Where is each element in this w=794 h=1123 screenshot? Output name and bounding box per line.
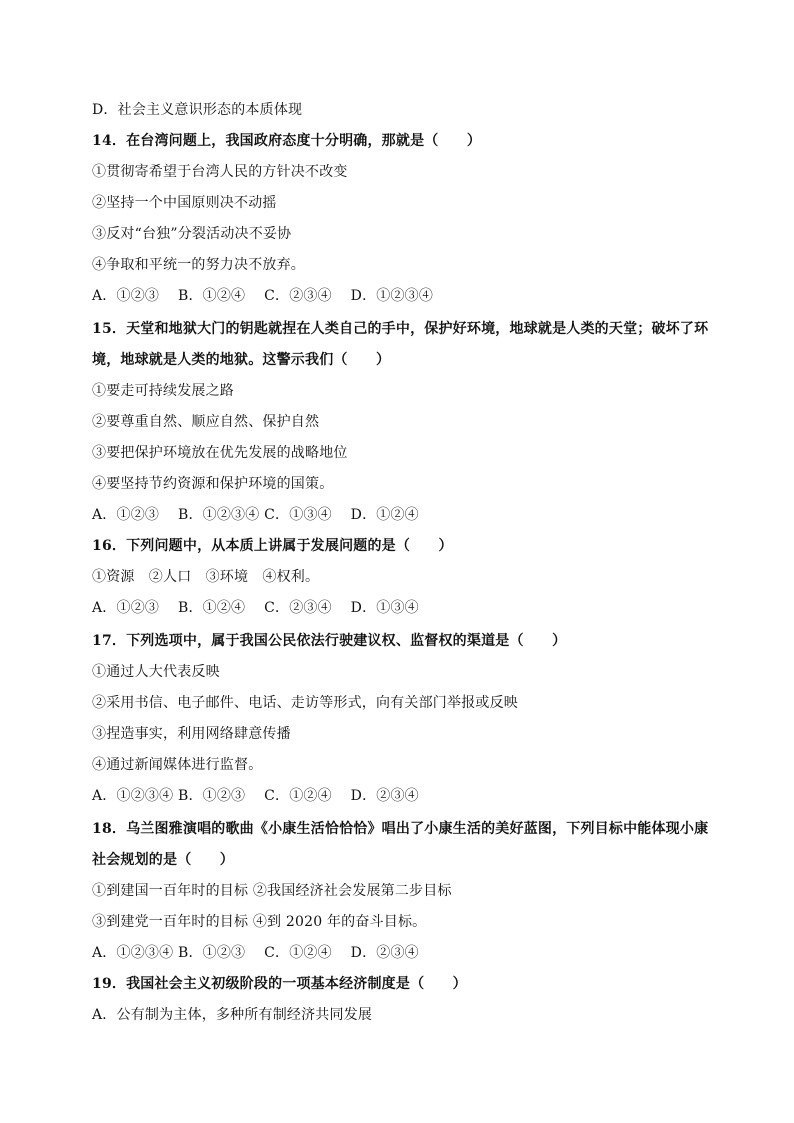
question-line: 17．下列选项中，属于我国公民依法行驶建议权、监督权的渠道是（ ）: [92, 633, 567, 649]
statement-line: ②坚持一个中国原则决不动摇: [92, 195, 277, 211]
statement-line: ③反对“台独”分裂活动决不妥协: [92, 226, 292, 242]
statement-line: ③要把保护环境放在优先发展的战略地位: [92, 445, 348, 461]
statement-line: ③捏造事实，利用网络肆意传播: [92, 726, 291, 742]
choices-line: A．①②③④ B．①②③ C．①②④ D．②③④: [92, 945, 419, 961]
statement-line: ①贯彻寄希望于台湾人民的方针决不改变: [92, 164, 348, 180]
statement-line: ④要坚持节约资源和保护环境的国策。: [92, 476, 334, 492]
question-line: 16．下列问题中，从本质上讲属于发展问题的是（ ）: [92, 538, 453, 554]
statement-line: ①到建国一百年时的目标 ②我国经济社会发展第二步目标: [92, 883, 452, 899]
statement-line: ①资源 ②人口 ③环境 ④权利。: [92, 569, 320, 585]
statement-line: ①通过人大代表反映: [92, 664, 220, 680]
statement-line: ④争取和平统一的努力决不放弃。: [92, 257, 305, 273]
statement-line: ②要尊重自然、顺应自然、保护自然: [92, 414, 320, 430]
question-line: 18．乌兰图雅演唱的歌曲《小康生活恰恰恰》唱出了小康生活的美好蓝图，下列目标中能体现小康: [92, 821, 709, 837]
statement-line: ④通过新闻媒体进行监督。: [92, 757, 263, 773]
question-line: 境，地球就是人类的地狱。这警示我们（ ）: [92, 352, 391, 368]
question-line: 19．我国社会主义初级阶段的一项基本经济制度是（ ）: [92, 976, 467, 992]
question-line: 15．天堂和地狱大门的钥匙就捏在人类自己的手中，保护好环境，地球就是人类的天堂；破坏了环: [92, 321, 709, 337]
option-line: A．公有制为主体，多种所有制经济共同发展: [92, 1007, 373, 1023]
choices-line: A．①②③ B．①②④ C．②③④ D．①③④: [92, 600, 419, 616]
statement-line: ①要走可持续发展之路: [92, 383, 234, 399]
statement-line: ②采用书信、电子邮件、电话、走访等形式，向有关部门举报或反映: [92, 695, 518, 711]
question-line: 14．在台湾问题上，我国政府态度十分明确，那就是（ ）: [92, 133, 482, 149]
option-line: D．社会主义意识形态的本质体现: [92, 102, 303, 118]
choices-line: A．①②③④ B．①②③ C．①②④ D．②③④: [92, 788, 419, 804]
question-line: 社会规划的是（ ）: [92, 852, 234, 868]
choices-line: A．①②③ B．①②③④ C．①③④ D．①②④: [92, 507, 419, 523]
choices-line: A．①②③ B．①②④ C．②③④ D．①②③④: [92, 288, 434, 304]
statement-line: ③到建党一百年时的目标 ④到 2020 年的奋斗目标。: [92, 914, 427, 930]
